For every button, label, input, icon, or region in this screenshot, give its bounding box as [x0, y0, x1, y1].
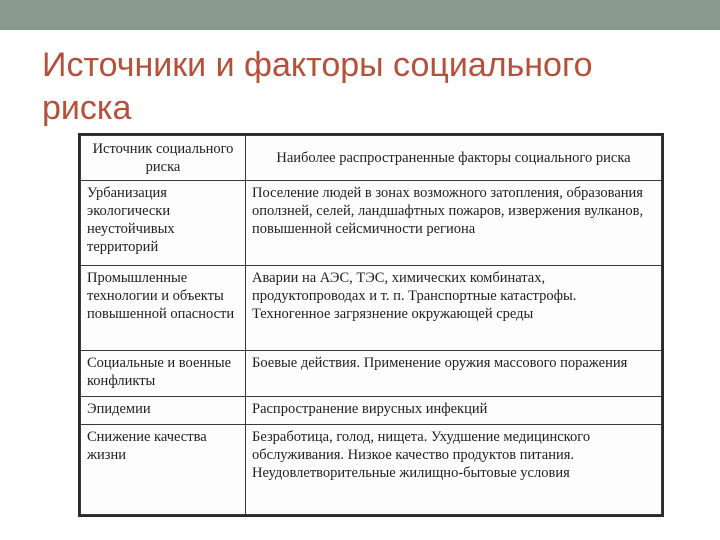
table-row	[81, 266, 662, 351]
factors-cell: Боевые действия. Применение оружия массового поражения	[246, 351, 662, 397]
source-cell: Эпидемии	[81, 397, 246, 425]
table-row	[81, 425, 662, 515]
slide-top-band	[0, 0, 720, 30]
header-source: Источник социального риска	[81, 136, 246, 181]
table-row	[81, 397, 662, 425]
factors-cell: Аварии на АЭС, ТЭС, химических комбинатах, продуктопроводах и т. п. Транспортные катастрофы. Техногенное загрязнение окружающей среды	[246, 266, 662, 351]
source-cell: Промышленные технологии и объекты повышенной опасности	[81, 266, 246, 351]
table-row	[81, 351, 662, 397]
factors-cell: Поселение людей в зонах возможного затопления, образования оползней, селей, ландшафтных пожаров, извержения вулканов, повышенной сейсмичности региона	[246, 181, 662, 266]
slide-title: Источники и факторы социального риска	[42, 46, 593, 127]
source-cell: Социальные и военные конфликты	[81, 351, 246, 397]
header-factors: Наиболее распространенные факторы социального риска	[246, 136, 662, 181]
source-cell: Снижение качества жизни	[81, 425, 246, 515]
table-row	[81, 181, 662, 266]
source-cell: Урбанизация экологически неустойчивых территорий	[81, 181, 246, 266]
risk-sources-table	[80, 135, 662, 515]
factors-cell: Распространение вирусных инфекций	[246, 397, 662, 425]
risk-table-frame	[78, 133, 664, 517]
table-header-row	[81, 136, 662, 181]
factors-cell: Безработица, голод, нищета. Ухудшение медицинского обслуживания. Низкое качество продуктов питания. Неудовлетворительные жилищно-бытовые условия	[246, 425, 662, 515]
